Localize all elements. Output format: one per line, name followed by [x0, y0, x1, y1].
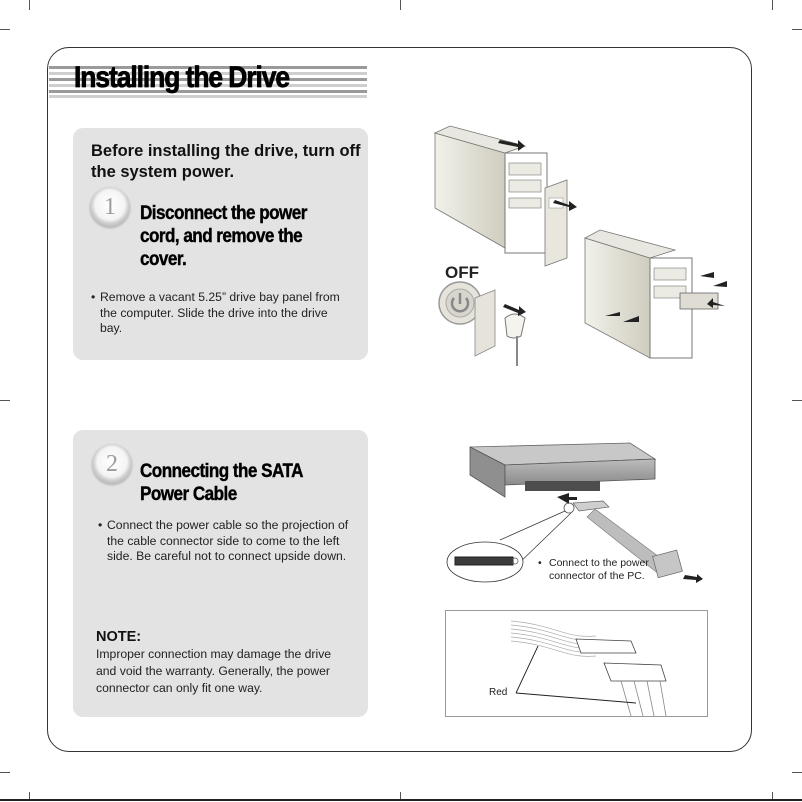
step-number: 2 [106, 451, 118, 477]
connect-caption [538, 557, 649, 582]
step-2-instruction-text: Connect the power cable so the projection of the cable connector side to come to the left side. Be careful not to connect upside down. [107, 518, 349, 563]
power-plug-icon [505, 314, 525, 338]
crop-mark [792, 772, 802, 773]
arrow-icon [557, 493, 577, 504]
off-label: OFF [445, 263, 479, 282]
page-bottom-rule [0, 799, 802, 801]
power-off-warning: Before installing the drive, turn off the system power. [91, 142, 361, 181]
crop-mark [400, 0, 401, 10]
crop-mark [29, 0, 30, 10]
page-title: Installing the Drive [74, 61, 290, 94]
power-connector-detail [446, 611, 709, 718]
crop-mark [0, 400, 10, 401]
sata-connector-icon [573, 501, 609, 511]
crop-mark [792, 29, 802, 30]
step-1-instruction [91, 290, 340, 337]
step-2-instruction [98, 518, 357, 565]
note-body: Improper connection may damage the drive and void the warranty. Generally, the power connector can only fit one way. [96, 647, 332, 695]
pc-cover-removal-illustration [425, 118, 755, 368]
molex-connector-icon [604, 663, 666, 681]
arrow-icon [683, 574, 703, 583]
crop-mark [772, 0, 773, 10]
crop-mark [0, 29, 10, 30]
step-1-panel [73, 128, 368, 360]
red-wire-label: Red [489, 687, 508, 698]
connector-detail-box [445, 610, 708, 717]
step-1-badge [90, 187, 130, 227]
connect-caption-text: Connect to the power connector of the PC. [549, 557, 649, 582]
step-2-title: Connecting the SATA Power Cable [140, 461, 303, 505]
bullet-icon: • [538, 557, 542, 569]
step-1-instruction-text: Remove a vacant 5.25” drive bay panel from the computer. Slide the drive into the drive bay. [100, 290, 340, 335]
step-2-badge [92, 444, 132, 484]
arrow-icon [713, 281, 727, 287]
bullet-icon: • [91, 290, 96, 304]
step-2-panel [73, 430, 368, 717]
step-number: 1 [104, 194, 116, 220]
note-title: NOTE: [96, 629, 142, 645]
molex-connector-icon [576, 639, 636, 653]
arrow-icon [700, 272, 714, 278]
crop-mark [792, 400, 802, 401]
bullet-icon: • [98, 518, 103, 532]
crop-mark [0, 772, 10, 773]
step-1-title: Disconnect the power cord, and remove the cover. [140, 203, 307, 270]
